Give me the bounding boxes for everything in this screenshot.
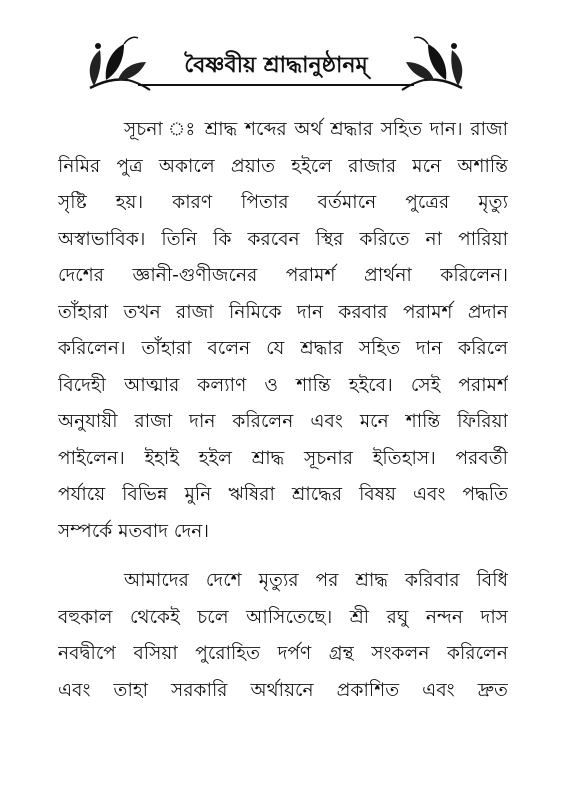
paragraph-origin [58, 112, 508, 550]
title-underline [138, 84, 414, 86]
text-line: আমাদের দেশে মৃত্যুর পর শ্রাদ্ধ করিবার বিধি [124, 570, 508, 591]
chapter-header [84, 32, 468, 94]
text-line: বহুকাল থেকেই চলে আসিতেছে। শ্রী রঘু নন্দন দাস [58, 606, 508, 628]
paragraph-gap [58, 550, 508, 563]
text-line: বিদেহী আত্মার কল্যাণ ও শান্তি হইবে। সেই পরামর্শ [58, 374, 508, 396]
chapter-title: বৈষ্ণবীয় শ্রাদ্ধানুষ্ঠানম্ [184, 53, 368, 78]
text-line: দেশের জ্ঞানী-গুণীজনের পরামর্শ প্রার্থনা করিলেন। [58, 265, 508, 286]
text-line: সূচনা ঃ শ্রাদ্ধ শব্দের অর্থ শ্রদ্ধার সহিত দান। রাজা [124, 119, 508, 140]
text-line: অনুযায়ী রাজা দান করিলেন এবং মনে শান্তি ফিরিয়া [58, 411, 508, 432]
paragraph-history [58, 563, 508, 709]
text-line: সৃষ্টি হয়। কারণ পিতার বর্তমানে পুত্রের মৃত্যু [58, 192, 508, 213]
text-line: এবং তাহা সরকারি অর্থায়নে প্রকাশিত এবং দ্রুত [58, 679, 508, 701]
text-line: নিমির পুত্র অকালে প্রয়াত হইলে রাজার মনে অশান্তি [58, 155, 508, 177]
text-line: তাঁহারা তখন রাজা নিমিকে দান করবার পরামর্শ প্রদান [58, 301, 508, 323]
text-line: সম্পর্কে মতবাদ দেন। [58, 520, 209, 542]
text-line: করিলেন। তাঁহারা বলেন যে শ্রদ্ধার সহিত দান করিলে [58, 338, 508, 359]
body-text [58, 112, 508, 709]
text-line: পর্যায়ে বিভিন্ন মুনি ঋষিরা শ্রাদ্ধের বিষয় এবং পদ্ধতি [58, 484, 508, 505]
text-line: অস্বাভাবিক। তিনি কি করবেন স্থির করিতে না পারিয়া [58, 228, 508, 250]
text-line: নবদ্বীপে বসিয়া পুরোহিত দর্পণ গ্রন্থ সংকলন করিলেন [58, 643, 508, 664]
text-line: পাইলেন। ইহাই হইল শ্রাদ্ধ সূচনার ইতিহাস। পরবর্তী [58, 447, 508, 469]
